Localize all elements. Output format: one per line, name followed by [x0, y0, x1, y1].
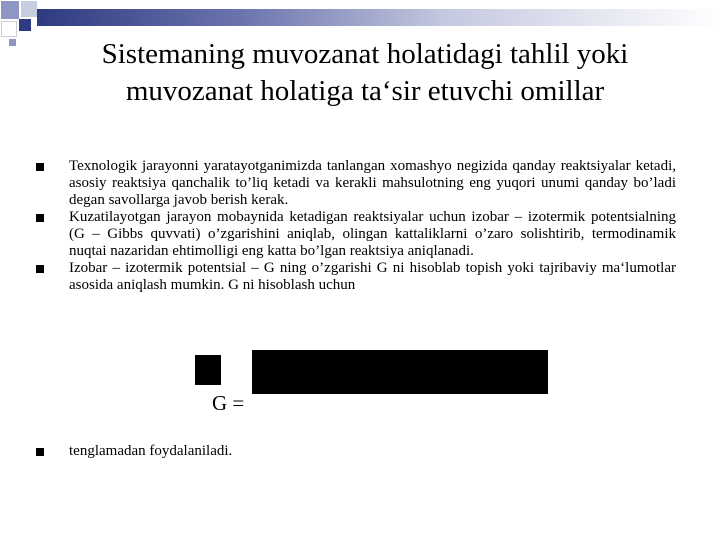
bullet-text: Kuzatilayotgan jarayon mobaynida ketadigan reaktsiyalar uchun izobar – izotermik potentsialning (G – Gibbs quvvati) o’zgarishini aniqlab, olingan kattaliklarni o’zaro solishtirib, termodinamik nuqtai nazaridan ehtimolligi eng katta bo’lgan reaktsiya aniqlanadi.: [69, 209, 676, 259]
square-bullet-icon: [36, 448, 44, 456]
bullet-item: [36, 209, 676, 260]
bullet-text: tenglamadan foydalaniladi.: [69, 443, 233, 459]
bullet-list: [36, 158, 676, 294]
redacted-formula-block: [252, 350, 548, 394]
decor-square: [21, 1, 37, 17]
header-gradient-bar: [37, 9, 720, 26]
decor-square: [9, 39, 16, 46]
square-bullet-icon: [36, 265, 44, 273]
decor-square: [1, 21, 17, 37]
formula-label: G =: [212, 391, 245, 415]
decor-square: [19, 19, 31, 31]
slide-title: Sistemaning muvozanat holatidagi tahlil yoki muvozanat holatiga ta‘sir etuvchi omillar: [101, 38, 629, 107]
square-bullet-icon: [36, 163, 44, 171]
bullet-text: Texnologik jarayonni yaratayotganimizda tanlangan xomashyo negizida qanday reaktsiyalar ketadi, asosiy reaktsiya qanchalik to’liq ketadi va kerakli mahsulotning eng yuqori unumi qanday bo’ladi degan savollarga javob berish kerak.: [69, 158, 676, 208]
bullet-item: [36, 260, 676, 294]
bullet-item: [36, 443, 676, 460]
bullet-text: Izobar – izotermik potentsial – G ning o’zgarishi G ni hisoblab topish yoki tajribaviy ma‘lumotlar asosida aniqlash mumkin. G ni hisoblash uchun: [69, 260, 676, 293]
decor-square: [1, 1, 19, 19]
bullet-item: [36, 158, 676, 209]
square-bullet-icon: [36, 214, 44, 222]
redacted-formula-block: [195, 355, 221, 385]
